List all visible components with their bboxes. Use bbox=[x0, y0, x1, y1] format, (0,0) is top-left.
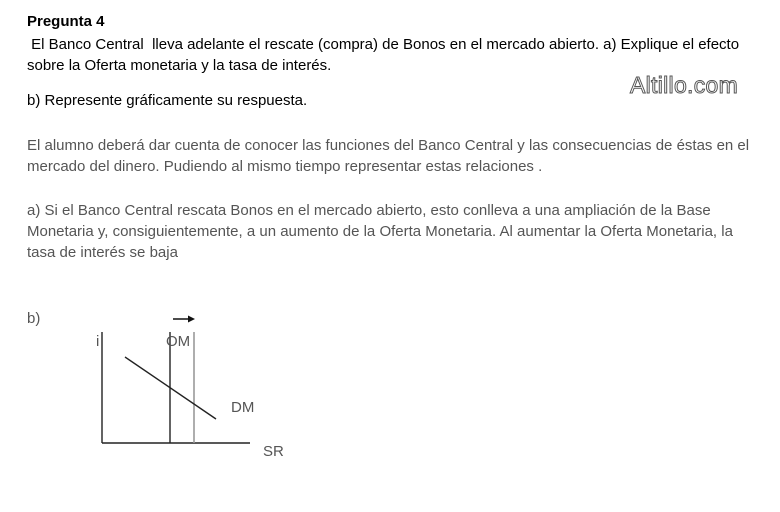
question-title: Pregunta 4 bbox=[27, 13, 105, 30]
demand-label: DM bbox=[231, 399, 255, 416]
x-axis-label: SR bbox=[263, 443, 284, 460]
supply-label: OM bbox=[166, 333, 191, 350]
question-part-b: b) Represente gráficamente su respuesta. bbox=[27, 92, 308, 109]
question-text: El Banco Central lleva adelante el rescate (compra) de Bonos en el mercado abierto. a) Explique el efecto sobre la Oferta monetaria y la tasa de interés. bbox=[27, 36, 744, 74]
answer-part-a: a) Si el Banco Central rescata Bonos en el mercado abierto, esto conlleva a una ampliación de la Base Monetaria y, consiguientemente, a un aumento de la Oferta Monetaria. Al aumentar la Oferta Monetaria, la tasa de interés se baja bbox=[27, 202, 733, 261]
shift-arrow-head-icon bbox=[188, 316, 195, 323]
answer-intro: El alumno deberá dar cuenta de conocer las funciones del Banco Central y las consecuencias de éstas en el mercado del dinero. Pudiendo al mismo tiempo representar estas relaciones . bbox=[27, 137, 750, 175]
y-axis-label: i bbox=[96, 333, 100, 350]
money-market-graph bbox=[80, 300, 310, 470]
watermark-logo: Altillo.com bbox=[630, 72, 739, 98]
answer-part-b-label: b) bbox=[27, 310, 41, 327]
